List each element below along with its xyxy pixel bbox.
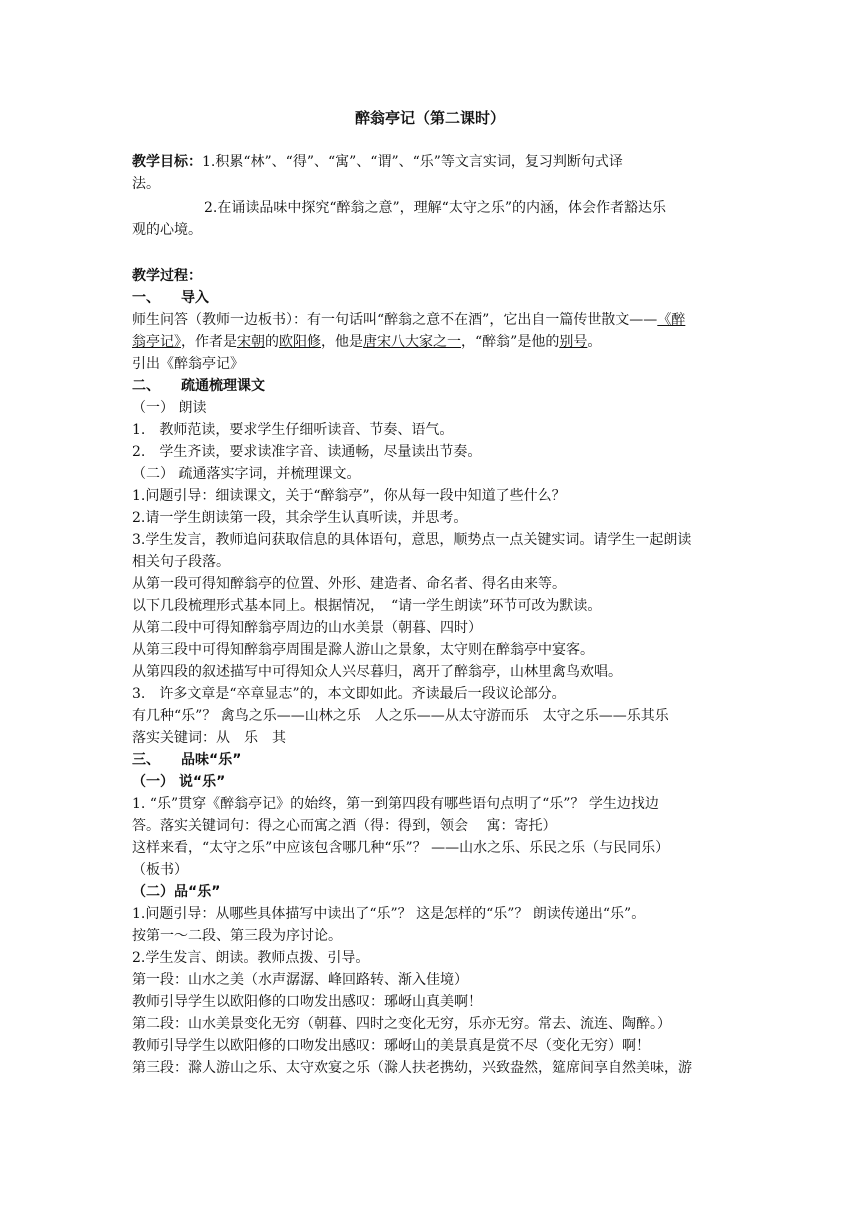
s3-line-8: 按第一～二段、第三段为序讨论。 — [132, 928, 342, 944]
underlined-eight-masters: 唐宋八大家之一 — [363, 334, 461, 350]
para-1-line-1 — [132, 310, 737, 330]
s2-line-10: 以下几段梳理形式基本同上。根据情况， “请一学生朗读”环节可改为默读。 — [132, 598, 602, 614]
text: 。 — [587, 334, 602, 350]
para-1-text: 师生问答（教师一边板书）：有一句话叫“醉翁之意不在酒”，它出自一篇传世散文—— — [132, 312, 658, 328]
s3-line-14: 第三段：滁人游山之乐、太守欢宴之乐（滁人扶老携幼，兴致盎然，筵席间享自然美味，游 — [132, 1060, 692, 1076]
s2-line-5: 1.问题引导：细读课文，关于“醉翁亭”，你从每一段中知道了些什么？ — [132, 488, 566, 504]
goal-1-text: 1.积累“林”、“得”、“寓”、“谓”、“乐”等文言实词，复习判断句式译 — [202, 154, 623, 170]
section-2-heading: 二、 疏通梳理课文 — [132, 378, 265, 394]
s3-line-10: 第一段：山水之美（水声潺潺、峰回路转、渐入佳境） — [132, 972, 468, 988]
s2-line-16: 落实关键词：从 乐 其 — [132, 730, 286, 746]
s3-line-5: （板书） — [132, 862, 188, 878]
s2-line-6: 2.请一学生朗读第一段，其余学生认真听读，并思考。 — [132, 510, 468, 526]
s3-line-12: 第二段：山水美景变化无穷（朝暮、四时之变化无穷，乐亦无穷。常去、流连、陶醉。） — [132, 1016, 671, 1032]
s3-line-4: 这样来看，“太守之乐”中应该包含哪几种“乐”？ ——山水之乐、乐民之乐（与民同乐） — [132, 840, 670, 856]
s2-line-14: 3. 许多文章是“卒章显志”的，本文即如此。齐读最后一段议论部分。 — [132, 686, 566, 702]
s2-line-1: （一） 朗读 — [132, 400, 207, 416]
s2-line-3: 2. 学生齐读，要求读准字音、读通畅，尽量读出节奏。 — [132, 444, 482, 460]
goal-label: 教学目标： — [132, 154, 202, 170]
teaching-goal-line-2: 法。 — [132, 176, 160, 192]
section-1-heading: 一、 导入 — [132, 290, 209, 306]
underlined-title-start: 《醉 — [657, 312, 686, 328]
s3-line-13: 教师引导学生以欧阳修的口吻发出感叹：琊岈山的美景真是赏不尽（变化无穷）啊！ — [132, 1038, 650, 1054]
s2-line-7: 3.学生发言，教师追问获取信息的具体语句，意思，顺势点一点关键实词。请学生一起朗读 — [132, 532, 692, 548]
s3-line-2: 1. “乐”贯穿《醉翁亭记》的始终，第一到第四段有哪些语句点明了“乐”？ 学生边找边 — [132, 796, 659, 812]
document-title: 醉翁亭记（第二课时） — [354, 109, 505, 127]
s3-line-9: 2.学生发言、朗读。教师点拨、引导。 — [132, 950, 370, 966]
underlined-dynasty: 宋朝 — [237, 334, 265, 350]
para-1-line-3: 引出《醉翁亭记》 — [132, 356, 244, 372]
text: 的 — [265, 334, 279, 350]
section-3-heading: 三、 品味“乐” — [132, 752, 242, 768]
s2-line-8: 相关句子段落。 — [132, 554, 230, 570]
underlined-author: 欧阳修 — [279, 334, 321, 350]
teaching-goal-line-1 — [132, 152, 737, 172]
s3-subheading-1: （一） 说“乐” — [132, 774, 226, 790]
teaching-goal-2-line-1: 2.在诵读品味中探究“醉翁之意”，理解“太守之乐”的内涵，体会作者豁达乐 — [204, 200, 666, 216]
underlined-title-end: 翁亭记》 — [132, 334, 181, 350]
s2-line-4: （二） 疏通落实字词，并梳理课文。 — [132, 466, 361, 482]
s3-line-3: 答。落实关键词句：得之心而寓之酒（得：得到，领会 寓：寄托） — [132, 818, 557, 834]
underlined-pen-name: 别号 — [559, 334, 588, 350]
text: ，作者是 — [181, 334, 237, 350]
s2-line-9: 从第一段可得知醉翁亭的位置、外形、建造者、命名者、得名由来等。 — [132, 576, 566, 592]
s3-line-7: 1.问题引导：从哪些具体描写中读出了“乐”？ 这是怎样的“乐”？ 朗读传递出“乐”。 — [132, 906, 646, 922]
s2-line-11: 从第二段中可得知醉翁亭周边的山水美景（朝暮、四时） — [132, 620, 482, 636]
s2-line-12: 从第三段中可得知醉翁亭周围是滁人游山之景象，太守则在醉翁亭中宴客。 — [132, 642, 594, 658]
s2-line-15: 有几种“乐”？ 禽鸟之乐——山林之乐 人之乐——从太守游而乐 太守之乐——乐其乐 — [132, 708, 669, 724]
text: ，“醉翁”是他的 — [461, 334, 560, 350]
teaching-goal-2-line-2: 观的心境。 — [132, 222, 202, 238]
s2-line-2: 1. 教师范读，要求学生仔细听读音、节奏、语气。 — [132, 422, 454, 438]
process-label: 教学过程： — [132, 268, 202, 284]
s2-line-13: 从第四段的叙述描写中可得知众人兴尽暮归，离开了醉翁亭，山林里禽鸟欢唱。 — [132, 664, 622, 680]
s3-line-11: 教师引导学生以欧阳修的口吻发出感叹：琊岈山真美啊！ — [132, 994, 482, 1010]
text: ，他是 — [321, 334, 363, 350]
s3-subheading-2: （二）品“乐” — [132, 884, 221, 900]
para-1-line-2 — [132, 332, 737, 352]
